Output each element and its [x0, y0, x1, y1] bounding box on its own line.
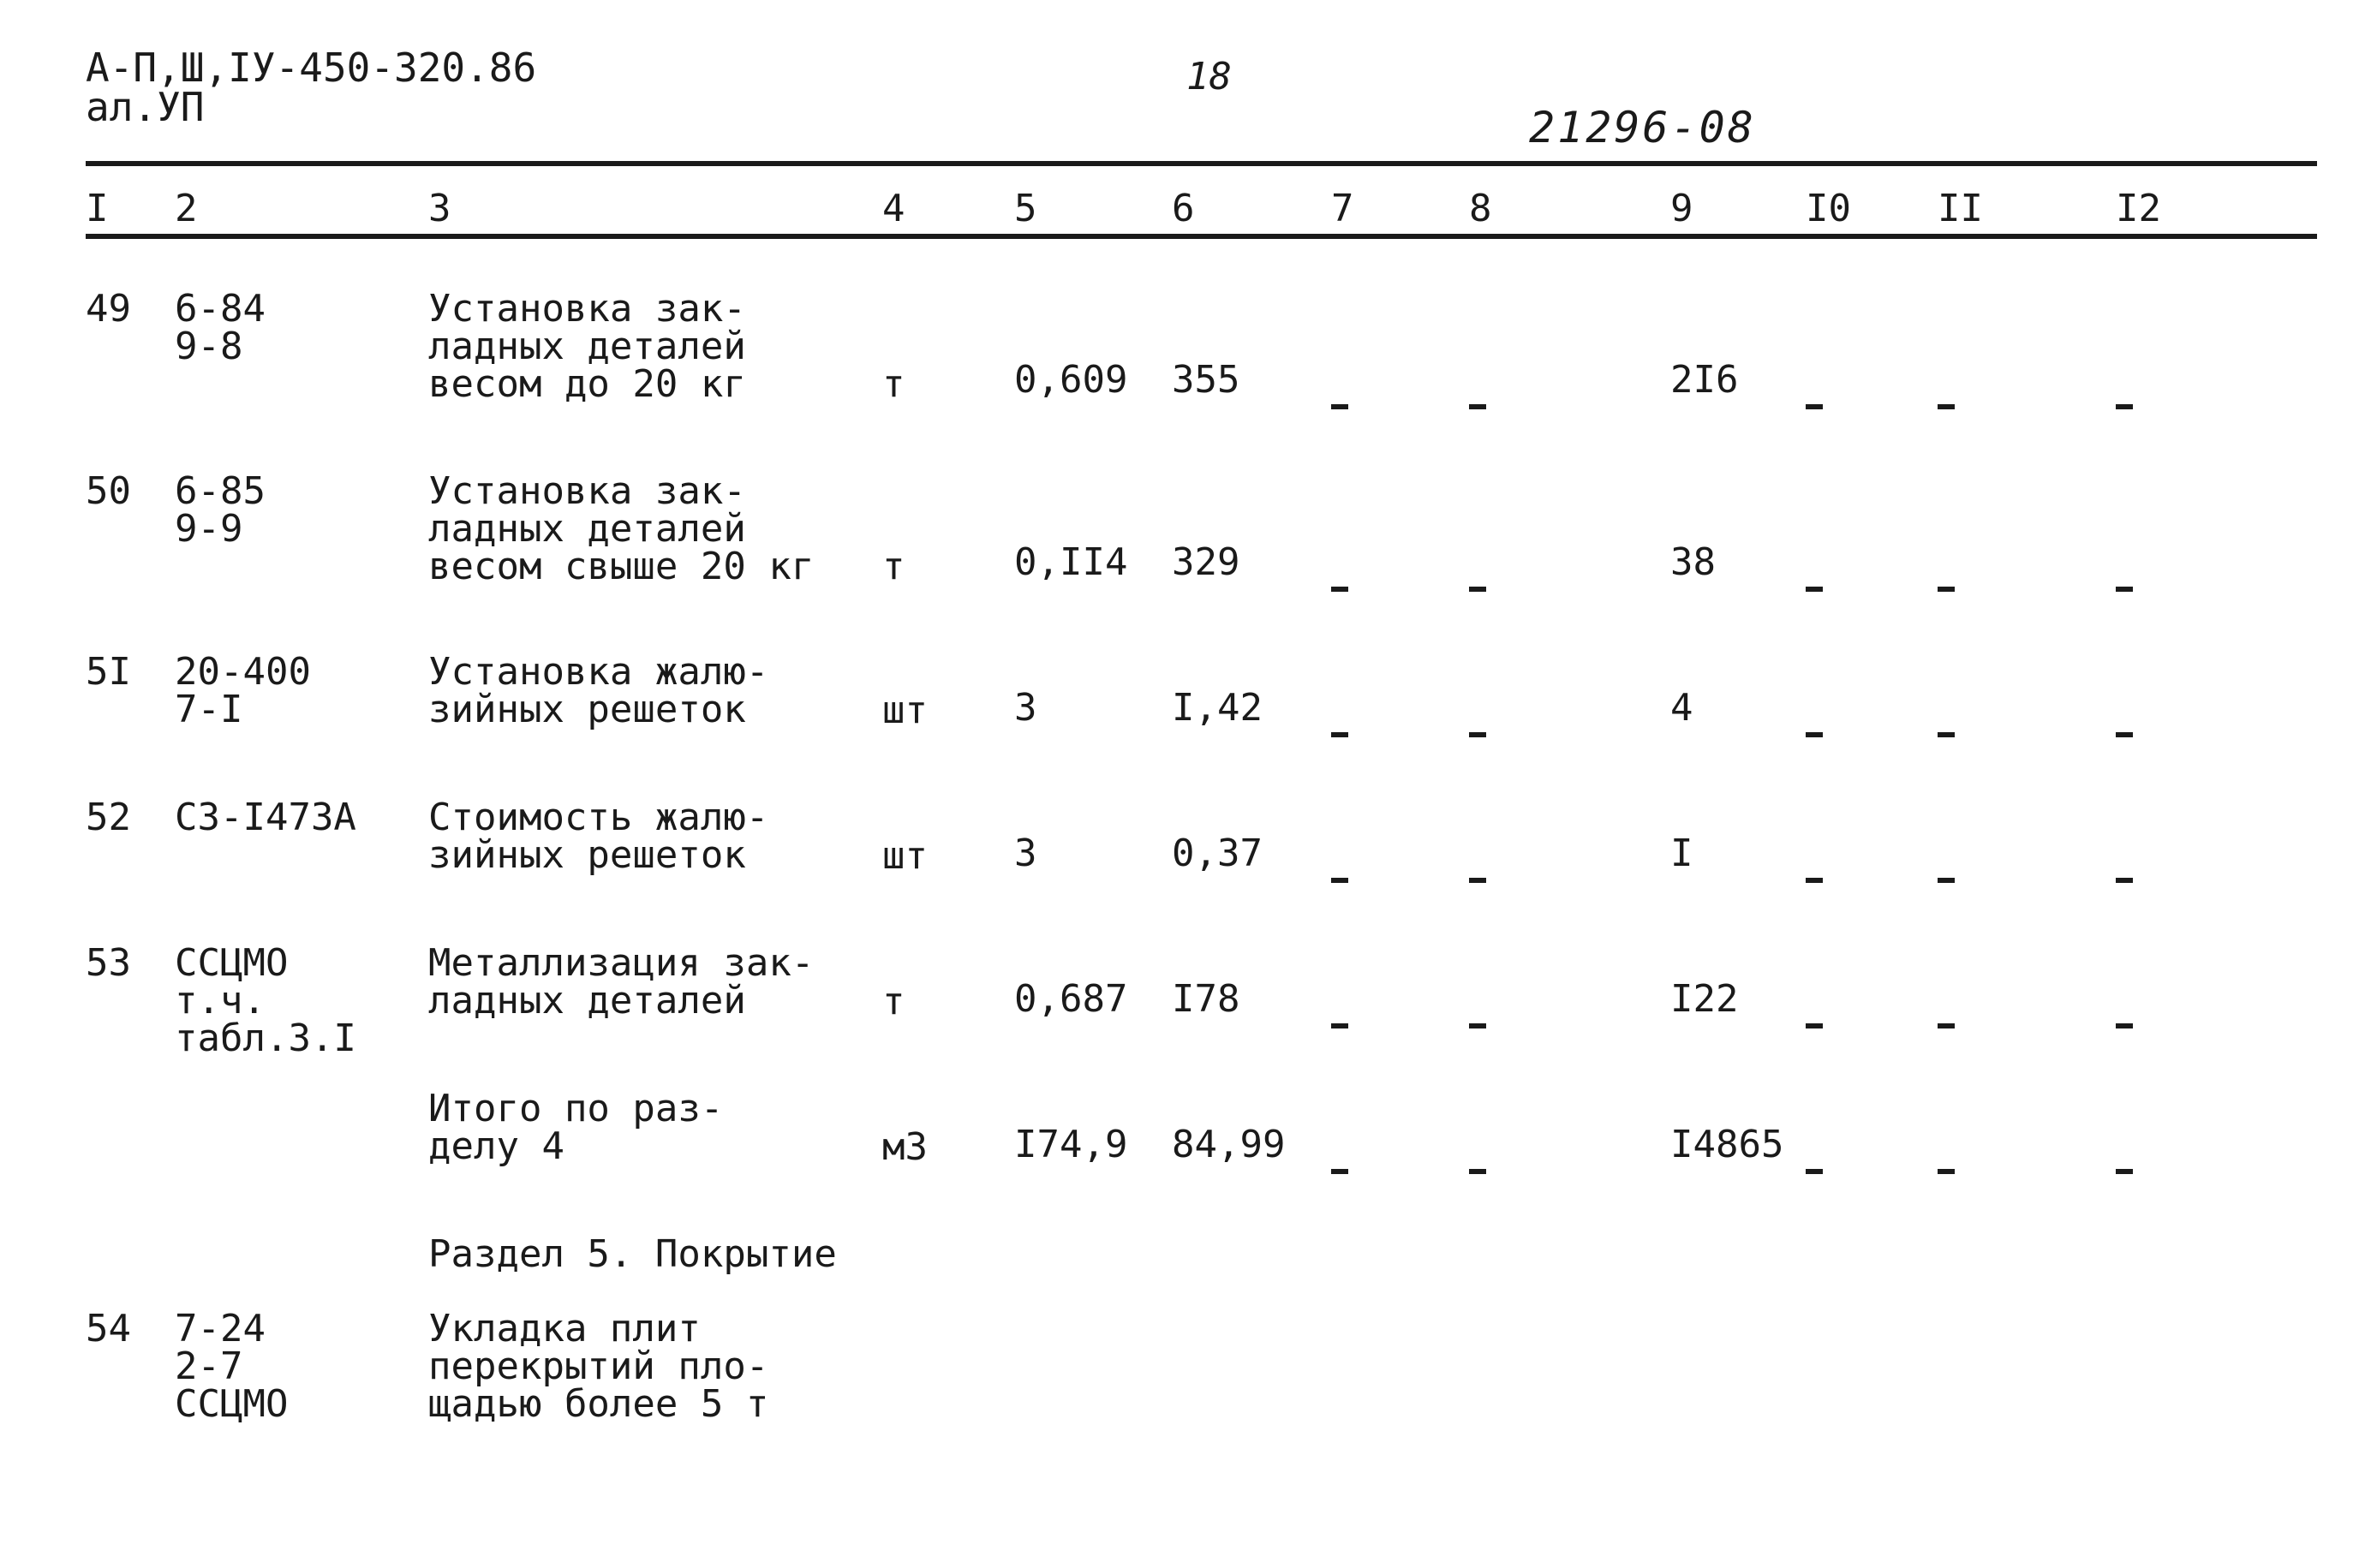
dash-mark — [1938, 404, 1955, 409]
dash-mark — [1938, 732, 1955, 737]
col12-value — [2116, 835, 2133, 890]
norm-code: 20-400 7-I — [175, 650, 311, 731]
quantity: 0,609 — [1014, 358, 1128, 402]
dash-mark — [1469, 878, 1486, 883]
col6-value: I78 — [1172, 977, 1240, 1021]
col6-value: 0,37 — [1172, 832, 1263, 875]
col9-value: I — [1670, 832, 1693, 875]
col8-value — [1469, 981, 1486, 1035]
col7-value — [1331, 361, 1348, 416]
document-code — [86, 45, 537, 130]
col9-value: I22 — [1670, 977, 1739, 1021]
col6-value: 84,99 — [1172, 1123, 1286, 1166]
dash-mark — [2116, 587, 2133, 592]
dash-mark — [1331, 587, 1348, 592]
dash-mark — [1938, 878, 1955, 883]
column-header-12: I2 — [2116, 187, 2161, 230]
column-header-9: 9 — [1670, 187, 1693, 230]
col8-value — [1469, 1126, 1486, 1181]
col7-value — [1331, 981, 1348, 1035]
dash-mark — [2116, 878, 2133, 883]
dash-mark — [1469, 587, 1486, 592]
quantity: 3 — [1014, 832, 1037, 875]
unit: т — [882, 545, 905, 588]
document-code-line1: А-П,Ш,IУ-450-320.86 — [86, 45, 537, 91]
work-name: Стоимость жалю- зийных решеток — [428, 796, 769, 877]
col8-value — [1469, 361, 1486, 416]
norm-code: 6-85 9-9 — [175, 469, 266, 551]
dash-mark — [2116, 1169, 2133, 1174]
col7-value — [1331, 835, 1348, 890]
column-header-7: 7 — [1331, 187, 1354, 230]
col9-value: I4865 — [1670, 1123, 1784, 1166]
dash-mark — [1806, 732, 1823, 737]
unit: т — [882, 980, 905, 1023]
dash-mark — [1938, 1169, 1955, 1174]
col12-value — [2116, 361, 2133, 416]
column-header-10: I0 — [1806, 187, 1851, 230]
column-header-2: 2 — [175, 187, 198, 230]
dash-mark — [1331, 878, 1348, 883]
col12-value — [2116, 1126, 2133, 1181]
row-number: 5I — [86, 650, 131, 694]
quantity: I74,9 — [1014, 1123, 1128, 1166]
row-number: 53 — [86, 941, 131, 985]
col11-value — [1938, 544, 1955, 599]
col11-value — [1938, 835, 1955, 890]
unit: м3 — [882, 1125, 928, 1169]
document-number: 21296-08 — [1529, 103, 1756, 152]
col9-value: 38 — [1670, 540, 1716, 584]
col10-value — [1806, 1126, 1823, 1181]
norm-code: С3-I473А — [175, 796, 356, 839]
quantity: 3 — [1014, 686, 1037, 730]
column-header-5: 5 — [1014, 187, 1037, 230]
col7-value — [1331, 544, 1348, 599]
dash-mark — [1806, 878, 1823, 883]
col6-value: 355 — [1172, 358, 1240, 402]
unit: т — [882, 362, 905, 406]
column-header-1: I — [86, 187, 109, 230]
col9-value: 2I6 — [1670, 358, 1739, 402]
dash-mark — [1331, 1169, 1348, 1174]
norm-code: 6-84 9-8 — [175, 287, 266, 368]
dash-mark — [1806, 1023, 1823, 1028]
col10-value — [1806, 981, 1823, 1035]
header-bottom-rule — [86, 234, 2317, 239]
col6-value: I,42 — [1172, 686, 1263, 730]
col10-value — [1806, 361, 1823, 416]
col8-value — [1469, 544, 1486, 599]
dash-mark — [1806, 1169, 1823, 1174]
work-name: Металлизация зак- ладных деталей — [428, 941, 815, 1022]
unit: шт — [882, 689, 928, 732]
column-header-3: 3 — [428, 187, 451, 230]
column-header-6: 6 — [1172, 187, 1195, 230]
row-number: 54 — [86, 1307, 131, 1350]
norm-code: 7-24 2-7 ССЦМО — [175, 1307, 289, 1426]
col9-value: 4 — [1670, 686, 1693, 730]
col12-value — [2116, 544, 2133, 599]
dash-mark — [1469, 1169, 1486, 1174]
dash-mark — [1469, 732, 1486, 737]
quantity: 0,687 — [1014, 977, 1128, 1021]
subtotal-label: Итого по раз- делу 4 — [428, 1087, 724, 1168]
page-number: 18 — [1186, 55, 1232, 98]
col12-value — [2116, 689, 2133, 744]
work-name: Укладка плит перекрытий пло- щадью более 5 т — [428, 1307, 769, 1426]
col11-value — [1938, 981, 1955, 1035]
col8-value — [1469, 689, 1486, 744]
dash-mark — [1938, 1023, 1955, 1028]
dash-mark — [2116, 1023, 2133, 1028]
work-name: Установка зак- ладных деталей весом свыше 20 кг — [428, 469, 815, 588]
col8-value — [1469, 835, 1486, 890]
column-header-4: 4 — [882, 187, 905, 230]
work-name: Установка жалю- зийных решеток — [428, 650, 769, 731]
col11-value — [1938, 689, 1955, 744]
row-number: 52 — [86, 796, 131, 839]
work-name: Установка зак- ладных деталей весом до 20 кг — [428, 287, 746, 406]
quantity: 0,II4 — [1014, 540, 1128, 584]
dash-mark — [2116, 404, 2133, 409]
col10-value — [1806, 544, 1823, 599]
dash-mark — [2116, 732, 2133, 737]
dash-mark — [1938, 587, 1955, 592]
dash-mark — [1469, 404, 1486, 409]
column-header-8: 8 — [1469, 187, 1492, 230]
row-number: 49 — [86, 287, 131, 331]
dash-mark — [1331, 732, 1348, 737]
dash-mark — [1331, 1023, 1348, 1028]
col11-value — [1938, 1126, 1955, 1181]
col10-value — [1806, 835, 1823, 890]
col11-value — [1938, 361, 1955, 416]
norm-code: ССЦМО т.ч. табл.3.I — [175, 941, 356, 1060]
col12-value — [2116, 981, 2133, 1035]
column-header-11: II — [1938, 187, 1983, 230]
document-code-line2: ал.УП — [86, 84, 205, 130]
unit: шт — [882, 834, 928, 878]
dash-mark — [1806, 587, 1823, 592]
col10-value — [1806, 689, 1823, 744]
dash-mark — [1806, 404, 1823, 409]
col6-value: 329 — [1172, 540, 1240, 584]
dash-mark — [1469, 1023, 1486, 1028]
col7-value — [1331, 1126, 1348, 1181]
col7-value — [1331, 689, 1348, 744]
section-title: Раздел 5. Покрытие — [428, 1232, 837, 1276]
row-number: 50 — [86, 469, 131, 513]
dash-mark — [1331, 404, 1348, 409]
table-top-rule — [86, 161, 2317, 166]
